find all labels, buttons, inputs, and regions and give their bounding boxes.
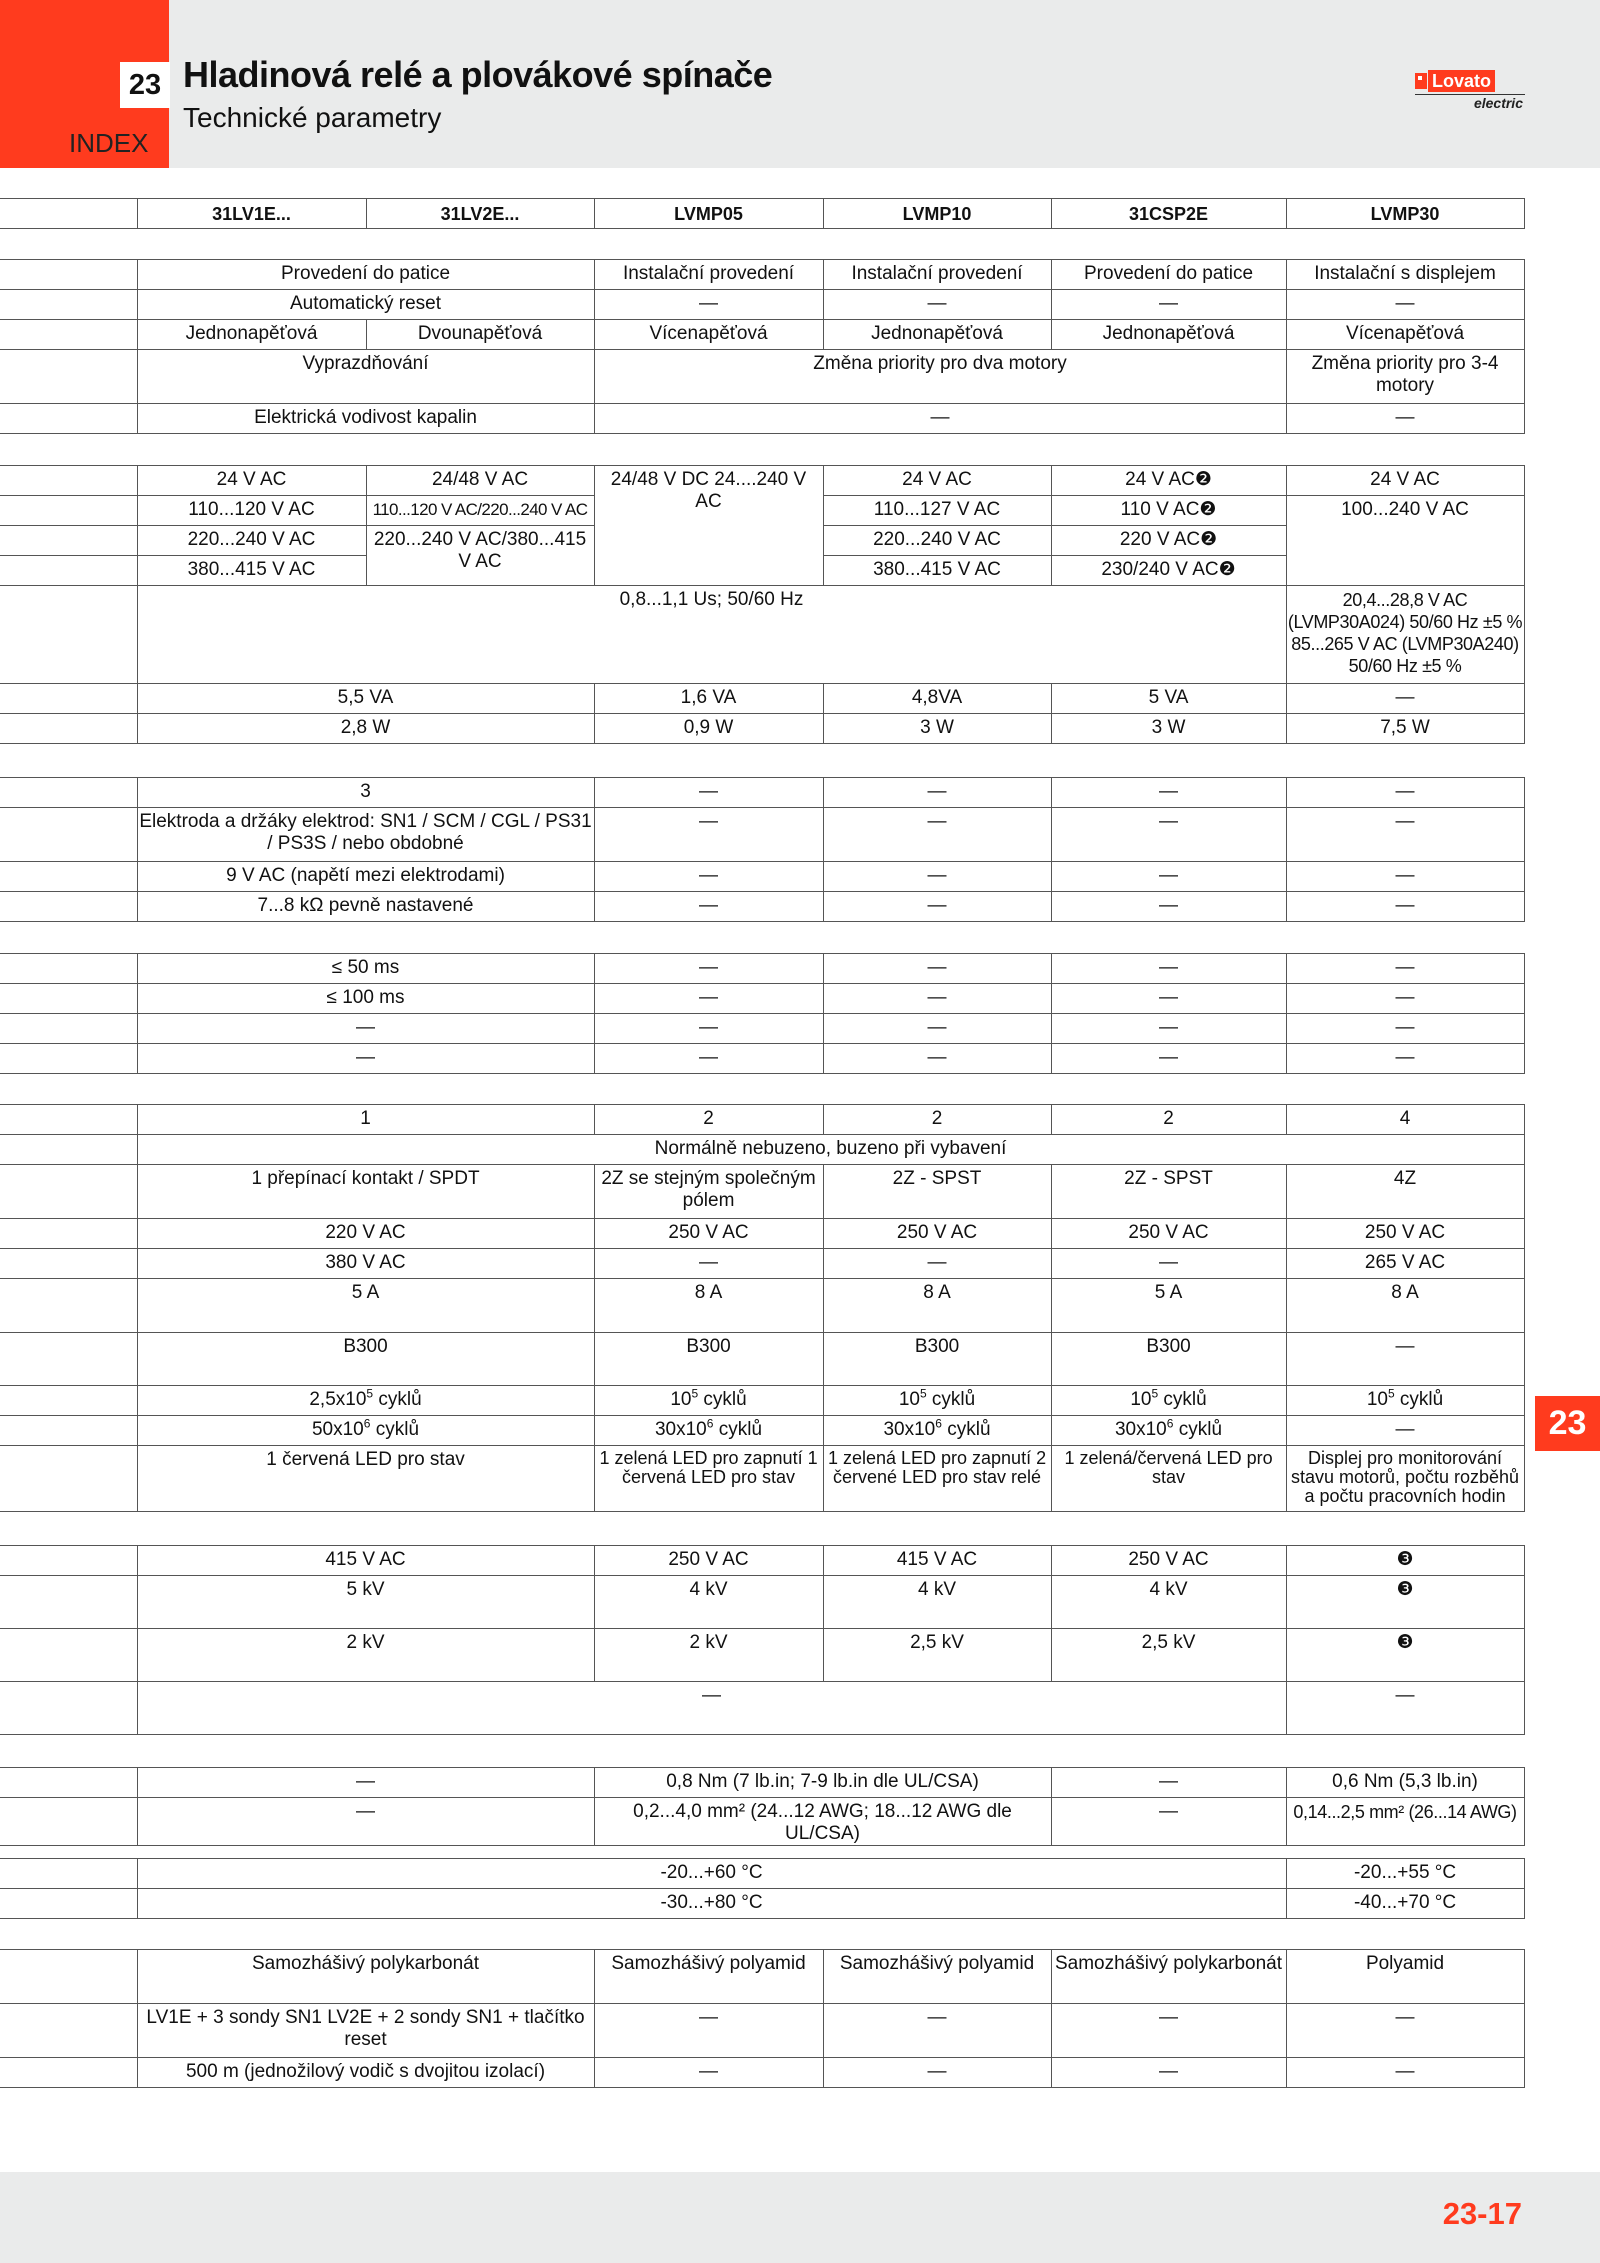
cell: ≤ 50 ms <box>137 954 594 984</box>
spec-section-outputs <box>0 1104 1525 1512</box>
cell: — <box>594 2058 823 2088</box>
cell <box>1051 1416 1286 1446</box>
cell-unit: cyklů <box>1158 1389 1207 1410</box>
cell: — <box>1051 290 1286 320</box>
cell: 2,5 kV <box>1051 1629 1286 1682</box>
cell <box>1286 1386 1524 1416</box>
cell: B300 <box>1051 1333 1286 1386</box>
cell: — <box>823 2004 1051 2058</box>
cell: 110 V AC❷ <box>1051 496 1286 526</box>
cell: 220 V AC❷ <box>1051 526 1286 556</box>
page-number: 23-17 <box>1442 2196 1522 2231</box>
cell: 8 A <box>594 1279 823 1333</box>
cell-exponent: 6 <box>363 1416 371 1431</box>
cell: ❸ <box>1286 1576 1524 1629</box>
cell: -20...+60 °C <box>137 1859 1286 1889</box>
cell: 0,14...2,5 mm² (26...14 AWG) <box>1286 1798 1524 1846</box>
cell: 2,8 W <box>137 714 594 744</box>
cell: 415 V AC <box>823 1546 1051 1576</box>
cell: Displej pro monitorování stavu motorů, počtu rozběhů a počtu pracovních hodin <box>1286 1446 1524 1512</box>
cell-exponent: 6 <box>706 1416 714 1431</box>
cell: — <box>1051 2004 1286 2058</box>
cell: — <box>1286 2004 1524 2058</box>
page-title: Hladinová relé a plovákové spínače <box>183 54 773 95</box>
cell-unit: cyklů <box>373 1389 422 1410</box>
cell: — <box>1286 2058 1524 2088</box>
cell: 4,8VA <box>823 684 1051 714</box>
cell: — <box>1286 404 1524 434</box>
cell: B300 <box>594 1333 823 1386</box>
cell-mantissa: 50x10 <box>311 1419 364 1440</box>
cell: Instalační provedení <box>594 260 823 290</box>
cell: 1 červená LED pro stav <box>137 1446 594 1512</box>
spec-header-table <box>0 198 1525 229</box>
cell: Vícenapěťová <box>594 320 823 350</box>
cell: 380 V AC <box>137 1249 594 1279</box>
col-header: LVMP05 <box>594 199 823 229</box>
cell-mantissa: 30x10 <box>654 1419 707 1440</box>
cell: — <box>1051 1014 1286 1044</box>
cell: 3 W <box>1051 714 1286 744</box>
cell <box>137 1416 594 1446</box>
cell: — <box>823 862 1051 892</box>
cell: 24 V AC❷ <box>1051 466 1286 496</box>
cell: — <box>1051 1044 1286 1074</box>
cell: Samozhášivý polyamid <box>594 1950 823 2004</box>
cell: Provedení do patice <box>1051 260 1286 290</box>
cell: 4 kV <box>823 1576 1051 1629</box>
cell: 0,8...1,1 Us; 50/60 Hz <box>137 586 1286 684</box>
chapter-number: 23 <box>120 62 170 108</box>
cell: — <box>1286 1416 1524 1446</box>
cell: -20...+55 °C <box>1286 1859 1524 1889</box>
cell: ❸ <box>1286 1629 1524 1682</box>
spec-section-environment <box>0 1858 1525 1919</box>
cell: 250 V AC <box>1051 1546 1286 1576</box>
logo-mark-icon <box>1415 73 1427 89</box>
cell-exponent: 5 <box>919 1386 927 1401</box>
cell: 250 V AC <box>594 1219 823 1249</box>
cell: Změna priority pro 3-4 motory <box>1286 350 1524 404</box>
cell: — <box>594 778 823 808</box>
cell <box>1051 1386 1286 1416</box>
cell: Polyamid <box>1286 1950 1524 2004</box>
cell: — <box>594 808 823 862</box>
cell-unit: cyklů <box>1173 1419 1223 1440</box>
cell: — <box>594 290 823 320</box>
cell: — <box>1286 984 1524 1014</box>
cell: — <box>1051 984 1286 1014</box>
cell: — <box>823 954 1051 984</box>
cell: — <box>1051 892 1286 922</box>
col-header: 31CSP2E <box>1051 199 1286 229</box>
cell: — <box>137 1798 594 1846</box>
cell: 415 V AC <box>137 1546 594 1576</box>
cell: 3 W <box>823 714 1051 744</box>
cell: Jednonapěťová <box>137 320 366 350</box>
cell: — <box>594 1249 823 1279</box>
cell-mantissa: 10 <box>1366 1389 1388 1410</box>
spec-section-supply <box>0 465 1525 744</box>
cell: Instalační s displejem <box>1286 260 1524 290</box>
page-subtitle: Technické parametry <box>183 102 442 133</box>
cell: 7,5 W <box>1286 714 1524 744</box>
cell: 380...415 V AC <box>823 556 1051 586</box>
cell: 380...415 V AC <box>137 556 366 586</box>
cell: — <box>1051 1249 1286 1279</box>
cell: — <box>1286 1044 1524 1074</box>
cell-mantissa: 10 <box>898 1389 920 1410</box>
cell: 0,2...4,0 mm² (24...12 AWG; 18...12 AWG dle UL/CSA) <box>594 1798 1051 1846</box>
cell: 5 A <box>1051 1279 1286 1333</box>
cell-exponent: 5 <box>691 1386 699 1401</box>
cell: Automatický reset <box>137 290 594 320</box>
cell: ≤ 100 ms <box>137 984 594 1014</box>
cell: Samozhášivý polykarbonát <box>1051 1950 1286 2004</box>
cell-mantissa: 10 <box>670 1389 692 1410</box>
cell: 0,9 W <box>594 714 823 744</box>
cell: 2 kV <box>137 1629 594 1682</box>
cell: Jednonapěťová <box>823 320 1051 350</box>
cell: 4Z <box>1286 1165 1524 1219</box>
cell: — <box>594 2004 823 2058</box>
col-header: LVMP10 <box>823 199 1051 229</box>
spec-section-type <box>0 259 1525 434</box>
spec-section-housing <box>0 1949 1525 2088</box>
logo-word: Lovato <box>1428 70 1495 92</box>
cell: Provedení do patice <box>137 260 594 290</box>
cell: 2 <box>1051 1105 1286 1135</box>
cell: 1 <box>137 1105 594 1135</box>
cell-exponent: 5 <box>1151 1386 1159 1401</box>
cell: 24 V AC <box>1286 466 1524 496</box>
cell: Jednonapěťová <box>1051 320 1286 350</box>
cell: 8 A <box>823 1279 1051 1333</box>
cell: 2Z se stejným společným pólem <box>594 1165 823 1219</box>
cell: Změna priority pro dva motory <box>594 350 1286 404</box>
cell <box>823 1416 1051 1446</box>
cell: -30...+80 °C <box>137 1889 1286 1919</box>
cell: — <box>1051 778 1286 808</box>
cell <box>823 1386 1051 1416</box>
cell: Samozhášivý polykarbonát <box>137 1950 594 2004</box>
col-header: 31LV1E... <box>137 199 366 229</box>
logo-subword: electric <box>1415 94 1525 111</box>
cell: 110...127 V AC <box>823 496 1051 526</box>
cell: 2 <box>594 1105 823 1135</box>
cell: — <box>594 984 823 1014</box>
cell <box>137 1386 594 1416</box>
cell: 4 <box>1286 1105 1524 1135</box>
cell: Instalační provedení <box>823 260 1051 290</box>
cell: 5 kV <box>137 1576 594 1629</box>
cell: — <box>823 1014 1051 1044</box>
cell: 100...240 V AC <box>1286 496 1524 586</box>
cell: 220 V AC <box>137 1219 594 1249</box>
cell: 220...240 V AC <box>823 526 1051 556</box>
lovato-logo <box>1415 70 1525 114</box>
cell: — <box>823 808 1051 862</box>
cell: 250 V AC <box>1286 1219 1524 1249</box>
cell: 2,5 kV <box>823 1629 1051 1682</box>
cell-unit: cyklů <box>370 1419 420 1440</box>
cell: 4 kV <box>594 1576 823 1629</box>
cell: — <box>1286 862 1524 892</box>
cell: 265 V AC <box>1286 1249 1524 1279</box>
cell: 110...120 V AC <box>137 496 366 526</box>
cell-unit: cyklů <box>926 1389 976 1410</box>
cell: — <box>1286 290 1524 320</box>
cell: — <box>823 778 1051 808</box>
cell: Vícenapěťová <box>1286 320 1524 350</box>
cell: 2 <box>823 1105 1051 1135</box>
cell: 1 zelená LED pro zapnutí 1 červená LED pro stav <box>594 1446 823 1512</box>
cell: 2 kV <box>594 1629 823 1682</box>
index-link[interactable]: INDEX <box>69 128 149 158</box>
spec-section-inputs <box>0 777 1525 922</box>
cell: — <box>594 954 823 984</box>
cell: 24/48 V AC <box>366 466 594 496</box>
cell: — <box>1051 2058 1286 2088</box>
cell: — <box>1051 1768 1286 1798</box>
cell-unit: cyklů <box>941 1419 991 1440</box>
cell: 0,8 Nm (7 lb.in; 7-9 lb.in dle UL/CSA) <box>594 1768 1051 1798</box>
cell: 24/48 V DC 24....240 V AC <box>594 466 823 586</box>
cell: 220...240 V AC/380...415 V AC <box>366 526 594 586</box>
cell: — <box>1286 892 1524 922</box>
cell: 5 VA <box>1051 684 1286 714</box>
cell: ❸ <box>1286 1546 1524 1576</box>
cell: — <box>137 1682 1286 1735</box>
cell: 24 V AC <box>137 466 366 496</box>
cell: — <box>137 1768 594 1798</box>
cell-exponent: 5 <box>366 1386 374 1401</box>
cell: — <box>594 1044 823 1074</box>
spec-section-insulation <box>0 1545 1525 1735</box>
cell: 20,4...28,8 V AC (LVMP30A024) 50/60 Hz ±5 % 85...265 V AC (LVMP30A240) 50/60 Hz ±5 % <box>1286 586 1524 684</box>
cell: 7...8 kΩ pevně nastavené <box>137 892 594 922</box>
cell: — <box>137 1014 594 1044</box>
cell: 1 přepínací kontakt / SPDT <box>137 1165 594 1219</box>
cell: — <box>1286 954 1524 984</box>
cell: — <box>823 984 1051 1014</box>
cell: 1 zelená LED pro zapnutí 2 červené LED pro stav relé <box>823 1446 1051 1512</box>
cell: 500 m (jednožilový vodič s dvojitou izolací) <box>137 2058 594 2088</box>
cell: — <box>594 892 823 922</box>
cell: B300 <box>137 1333 594 1386</box>
cell: — <box>1051 808 1286 862</box>
cell: 250 V AC <box>1051 1219 1286 1249</box>
cell: LV1E + 3 sondy SN1 LV2E + 2 sondy SN1 + tlačítko reset <box>137 2004 594 2058</box>
cell-mantissa: 2,5x10 <box>309 1389 367 1410</box>
cell: 2Z - SPST <box>1051 1165 1286 1219</box>
cell: Samozhášivý polyamid <box>823 1950 1051 2004</box>
cell: 250 V AC <box>594 1546 823 1576</box>
cell: — <box>594 1014 823 1044</box>
cell-exponent: 6 <box>935 1416 942 1431</box>
cell: 250 V AC <box>823 1219 1051 1249</box>
col-header: 31LV2E... <box>366 199 594 229</box>
cell: 110...120 V AC/220...240 V AC <box>366 496 594 526</box>
cell: — <box>1286 1014 1524 1044</box>
cell: — <box>823 1249 1051 1279</box>
cell: — <box>594 862 823 892</box>
cell: 5 A <box>137 1279 594 1333</box>
cell: -40...+70 °C <box>1286 1889 1524 1919</box>
cell: Normálně nebuzeno, buzeno při vybavení <box>137 1135 1524 1165</box>
cell <box>594 1416 823 1446</box>
cell: Elektrická vodivost kapalin <box>137 404 594 434</box>
spec-section-connections <box>0 1767 1525 1846</box>
cell: — <box>1051 862 1286 892</box>
cell: 3 <box>137 778 594 808</box>
cell: 24 V AC <box>823 466 1051 496</box>
cell: — <box>1286 1333 1524 1386</box>
chapter-side-tab[interactable]: 23 <box>1535 1396 1600 1451</box>
cell-mantissa: 30x10 <box>883 1419 936 1440</box>
cell: — <box>823 1044 1051 1074</box>
cell: 1 zelená/červená LED pro stav <box>1051 1446 1286 1512</box>
cell: — <box>1286 778 1524 808</box>
cell: 9 V AC (napětí mezi elektrodami) <box>137 862 594 892</box>
cell-exponent: 5 <box>1387 1386 1395 1401</box>
cell: B300 <box>823 1333 1051 1386</box>
cell-mantissa: 10 <box>1130 1389 1152 1410</box>
cell: Vyprazdňování <box>137 350 594 404</box>
cell: Elektroda a držáky elektrod: SN1 / SCM / CGL / PS31 / PS3S / nebo obdobné <box>137 808 594 862</box>
cell: 4 kV <box>1051 1576 1286 1629</box>
col-header: LVMP30 <box>1286 199 1524 229</box>
cell: 8 A <box>1286 1279 1524 1333</box>
cell: 1,6 VA <box>594 684 823 714</box>
cell: — <box>1051 1798 1286 1846</box>
cell-unit: cyklů <box>698 1389 747 1410</box>
cell-exponent: 6 <box>1166 1416 1174 1431</box>
cell: — <box>1286 808 1524 862</box>
cell: — <box>137 1044 594 1074</box>
cell: — <box>594 404 1286 434</box>
cell: 230/240 V AC❷ <box>1051 556 1286 586</box>
cell: — <box>1286 684 1524 714</box>
cell: — <box>1051 954 1286 984</box>
cell: — <box>823 2058 1051 2088</box>
cell: 0,6 Nm (5,3 lb.in) <box>1286 1768 1524 1798</box>
cell: 220...240 V AC <box>137 526 366 556</box>
cell <box>594 1386 823 1416</box>
cell: Dvounapěťová <box>366 320 594 350</box>
cell-unit: cyklů <box>713 1419 763 1440</box>
cell: — <box>823 290 1051 320</box>
cell: 2Z - SPST <box>823 1165 1051 1219</box>
page-footer <box>0 2172 1600 2263</box>
cell: — <box>823 892 1051 922</box>
cell: — <box>1286 1682 1524 1735</box>
cell: 5,5 VA <box>137 684 594 714</box>
cell-unit: cyklů <box>1394 1389 1444 1410</box>
cell-mantissa: 30x10 <box>1114 1419 1167 1440</box>
spec-section-timing <box>0 953 1525 1074</box>
